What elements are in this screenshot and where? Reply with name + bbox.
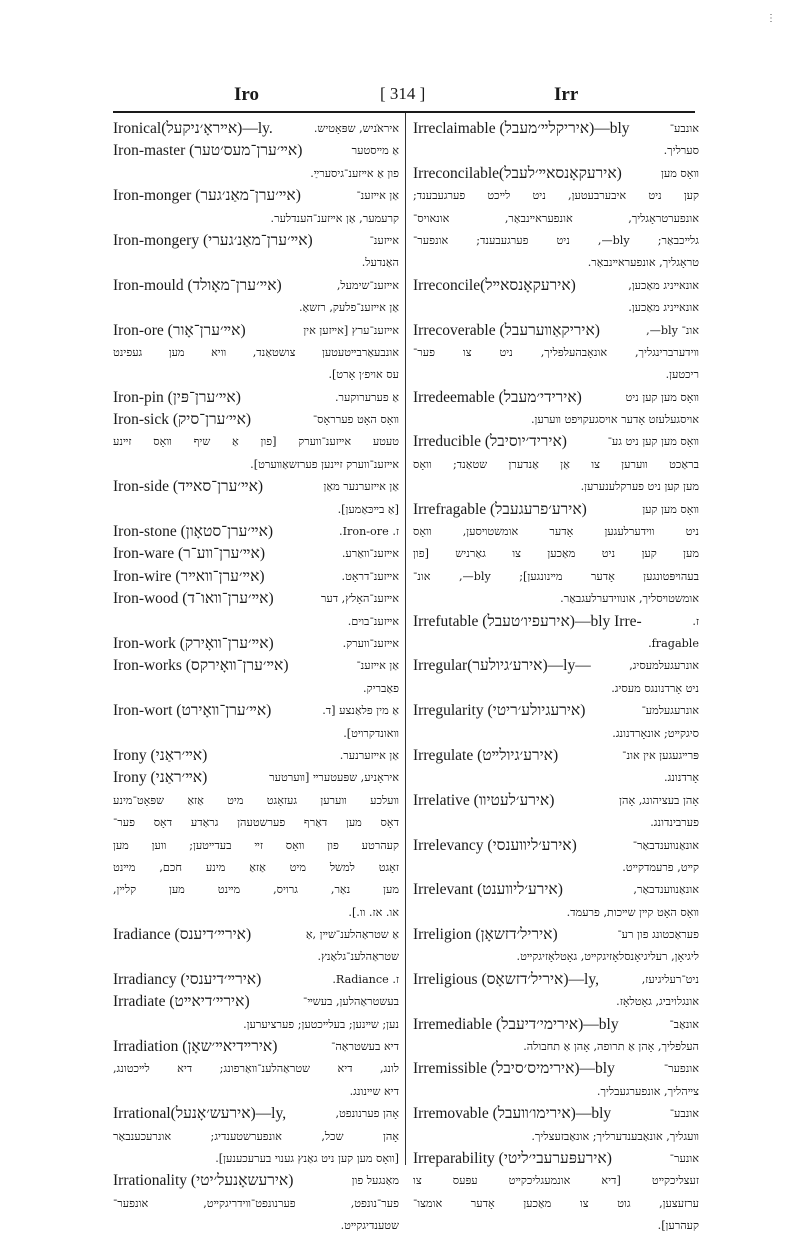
header-rule	[113, 111, 695, 113]
definition-line: װידערברינגליך, אונאָבהעלפליך, ניט צו פער־	[413, 345, 699, 359]
dictionary-entry	[413, 969, 699, 1014]
dictionary-entry	[413, 879, 699, 924]
entry-headword: Irreducible (איריד׳יוסיבל)	[413, 431, 570, 453]
dictionary-entry	[113, 1170, 399, 1237]
definition-line: דאָס מען דאַרף פערשטעהן גראַדע דאָס פער־	[113, 816, 399, 830]
definition-line: אַ פערערוקער.	[334, 390, 399, 404]
definition-line: װאונדקרױט].	[343, 726, 399, 740]
definition-line: װאָס מען קען ניט	[625, 390, 699, 404]
entry-headword: Irregularity (אירעגיולע׳ריטי)	[413, 700, 588, 722]
dictionary-entry	[113, 543, 399, 565]
entry-headword: Iradiance (אירײ׳דיענס)	[113, 924, 254, 946]
dictionary-entry	[113, 991, 399, 1036]
entry-headword: Irrefutable (אירעפיו׳טעבל)—bly Irre-	[413, 611, 645, 633]
definition-line: אַן אײזערנער.	[339, 748, 399, 762]
dictionary-entry	[413, 924, 699, 969]
definition-line: װאָס האָט קײן שײכות, פרעמד.	[566, 905, 699, 919]
dictionary-entry	[413, 1148, 699, 1238]
dictionary-entry	[413, 1103, 699, 1148]
definition-line: בעהױפּטונגען אָדער מײנונגען]; bly—, אונ־	[413, 569, 699, 583]
definition-line: ליגיאָן, רעליגיאָנסלאָזיגקײט, גאָטלאָזיגקײט.	[516, 950, 699, 964]
definition-line: אונאַב־	[669, 1017, 699, 1031]
dictionary-entry	[113, 140, 399, 185]
definition-line: װאָס מען קען	[642, 502, 699, 516]
entry-headword: Irregulate (אירע׳גיולײט)	[413, 745, 561, 767]
dictionary-entry	[113, 118, 399, 140]
definition-line: אָרדנונג.	[664, 771, 699, 785]
definition-line: דיא בעשטראַה־	[331, 1040, 399, 1054]
entry-headword: Irreligion (איריל׳דזשאָן)	[413, 924, 561, 946]
definition-line: װאָס מען קען ניט גע־	[607, 435, 699, 449]
entry-headword: Irremediable (אירימי׳דיעבל)—bly	[413, 1014, 622, 1036]
entry-headword: Iron-stone (אײ׳ערן־סטאָון)	[113, 521, 276, 543]
definition-line: איראָניע, שפּעטערײ [װערטער	[269, 771, 399, 785]
definition-line: מען קען ניט פערקלענערען.	[580, 480, 699, 494]
definition-line: ערזעצען, גוט צו מאַכען אָדער אומצו־	[413, 1196, 699, 1210]
dictionary-entry	[413, 320, 699, 387]
definition-line: האַנדעל.	[361, 256, 399, 270]
definition-line: סיגקײט; אונאָרדנונג.	[612, 726, 699, 740]
definition-line: אָהן פערנונפט,	[335, 1107, 399, 1121]
definition-line: סערליך.	[663, 144, 699, 158]
right-column	[413, 118, 699, 1238]
header-headword-left: Iro	[234, 84, 259, 105]
entry-headword: Irreligious (איריל׳דזשאָס)—ly,	[413, 969, 602, 991]
definition-line: אַ מין פלאַנצע [ד.	[322, 704, 399, 718]
dictionary-entry	[113, 185, 399, 230]
entry-headword: Irrelevancy (אירע׳ליװענסי)	[413, 835, 580, 857]
entry-headword: Irrefragable (אירע׳פרעגעבל)	[413, 499, 590, 521]
definition-line: אײזענ־װערק זײנען פערזשאַװערט].	[250, 457, 399, 471]
definition-line: אונער־	[669, 1151, 699, 1165]
entry-headword: Irrecoverable (איריקאַװערעבל)	[413, 320, 603, 342]
entry-headword: Irrationality (אירעשאָנעל׳יטי)	[113, 1170, 296, 1192]
definition-line: אונאַנװענדבאַר־	[632, 838, 699, 852]
dictionary-entry	[113, 1103, 399, 1170]
dictionary-entry	[413, 499, 699, 611]
definition-line: fragable.	[648, 636, 699, 650]
dictionary-entry	[413, 118, 699, 163]
dictionary-entry	[113, 924, 399, 969]
definition-line: אונרעגעלמעסיג,	[629, 659, 699, 673]
definition-line: עס אויפ׳ן אָרט].	[328, 368, 399, 382]
definition-line: אונ־ bly—,	[646, 323, 699, 337]
dictionary-entry	[413, 431, 699, 498]
definition-line: אַן אײזערנער מאַן	[323, 480, 399, 494]
definition-line: אויסגעלעזט אָדער אויסגעקױפט װערען.	[530, 413, 699, 427]
entry-headword: Irrelative (אירע׳לעטיװ)	[413, 790, 557, 812]
definition-line: פון אַ אײזענ־גיסערײַ.	[310, 166, 399, 180]
dictionary-entry	[113, 767, 399, 924]
definition-line: ריכטען.	[665, 368, 699, 382]
definition-line: אײזענ־דראָט.	[341, 569, 399, 583]
definition-line: אַן אײזענ־פלעק, רזשאַ.	[298, 301, 399, 315]
definition-line: ז. Radiance.	[332, 972, 399, 986]
definition-line: אָהן בעציהונג, אָהן	[619, 793, 699, 807]
entry-headword: Irreclaimable (איריקלײ׳מעבל)—bly	[413, 118, 633, 140]
definition-line: אָהן שכל, אונפערשטענדיג; אונרעכענבאַר	[113, 1129, 399, 1143]
dictionary-entry	[413, 790, 699, 835]
definition-line: שטראַהלענ־גלאַנץ.	[317, 950, 399, 964]
dictionary-entry	[113, 275, 399, 320]
entry-headword: Iron-work (אײ׳ערן־װאָירק)	[113, 633, 277, 655]
entry-headword: Irreparability (אירעפּערעבי׳ליטי)	[413, 1148, 615, 1170]
dictionary-entry	[413, 700, 699, 745]
definition-line: אונאײניג מאַכען,	[628, 278, 699, 292]
definition-line: אונגלויביג, גאָטלאָז.	[616, 995, 699, 1009]
dictionary-entry	[113, 476, 399, 521]
definition-line: אײזענ־האָלץ, דער	[320, 592, 399, 606]
dictionary-entry	[413, 275, 699, 320]
definition-line: שטענדיגקײט.	[340, 1219, 399, 1233]
definition-line: אירא̇ניש, שפּאָטיש.	[313, 122, 399, 135]
definition-line: נען; שײנען; בעלײכטען; פערציערען.	[243, 1017, 399, 1031]
entry-headword: Iron-master (אײ׳ערן־מעס׳טער)	[113, 140, 305, 162]
definition-line: פער־נונפט, פערנונפט־װידריגקײט, אונפער־	[113, 1196, 399, 1210]
entry-headword: Irreconcile(אירעקאָנסאײל)	[413, 275, 579, 297]
definition-line: טראָגליך, אונפעראײנבאַר.	[587, 256, 699, 270]
dictionary-entry	[113, 230, 399, 275]
entry-headword: Ironical(אײראָ׳ניקעל)—ly.	[113, 118, 276, 140]
definition-line: קען ניט איבערבעטען, ניט לײכט פערגעבענד;	[413, 189, 699, 203]
entry-headword: Iron-works (אײ׳ערן־װאָירקס)	[113, 655, 292, 677]
definition-line: אונפער־	[663, 1062, 699, 1076]
definition-line: מען קען ניט מאַכען צו גאַרניש [פון	[413, 547, 699, 561]
definition-line: אונבע־	[669, 122, 699, 135]
definition-line: קעהרטע פון װאָס זײ בעדײטען; װען מען	[113, 838, 399, 852]
dictionary-entry	[413, 655, 699, 700]
definition-line: װעגליך, אונאַבענדערליך; אונאַבזעצליך.	[531, 1129, 699, 1143]
entry-headword: Iron-side (אײ׳ערן־סאײד)	[113, 476, 266, 498]
definition-line: אײזענ־װערק.	[342, 636, 399, 650]
definition-line: לונג, דיא שטראַהלענ־װאַרפונג; דיא לײכטונג,	[113, 1062, 399, 1076]
definition-line: אונאַנװענדבאַר,	[633, 883, 699, 897]
entry-headword: Irradiation (אירײדיאײ׳שאָן)	[113, 1036, 280, 1058]
entry-headword: Iron-wort (אײ׳ערן־װאָירט)	[113, 700, 274, 722]
dictionary-entry	[113, 566, 399, 588]
definition-line: אײזענ־שימעל,	[336, 278, 399, 292]
definition-line: קײט, פרעמדקײט.	[622, 860, 699, 874]
dictionary-entry	[413, 387, 699, 432]
definition-line: זאָגט למשל מיט אַזאַ מינע חכם, מײנט	[113, 860, 399, 874]
page-header	[120, 84, 692, 108]
definition-line: קעהרען].	[657, 1219, 699, 1233]
entry-headword: Irredeemable (אירידי׳מעבל)	[413, 387, 585, 409]
entry-headword: Iron-mongery (אײ׳ערן־מאַנ׳גערי)	[113, 230, 316, 252]
dictionary-entry	[113, 969, 399, 991]
entry-headword: Irrational(אירעש׳אָנעל)—ly,	[113, 1103, 289, 1125]
header-page-number: [ 314 ]	[380, 84, 426, 103]
definition-line: ז. Iron-ore.	[339, 525, 399, 539]
definition-line: אַ שטראַהלענ־שײן ,אַ	[305, 928, 399, 942]
definition-line: זעצליכקײט [דיא אונמעגליכקײט עפּעס צו	[413, 1174, 699, 1188]
definition-line: אײזענ־װאַרע.	[341, 547, 399, 561]
entry-headword: Irremissible (אירימיס׳סיבל)—bly	[413, 1058, 618, 1080]
definition-line: אַ מײסטער	[351, 144, 399, 158]
entry-headword: Irremovable (אירימו׳װעבל)—bly	[413, 1103, 614, 1125]
definition-line: אומשטױסליך, אונװידערלעגבאַר.	[560, 592, 699, 606]
definition-line: אונבע־	[669, 1107, 699, 1121]
dictionary-entry	[113, 320, 399, 387]
definition-line: [אַ בײכּאַמען].	[337, 502, 399, 516]
entry-headword: Iron-sick (אײ׳ערן־סיק)	[113, 409, 254, 431]
column-divider	[405, 113, 406, 1165]
entry-headword: Iron-mould (אײ׳ערן־מאָולד)	[113, 275, 285, 297]
definition-line: פּרײגעגען אין אונ־	[622, 748, 699, 762]
dictionary-entry	[113, 521, 399, 543]
definition-line: גלײכבאַר; bly—, ניט פערגעבענד; אונפער־	[413, 233, 699, 247]
dictionary-entry	[413, 835, 699, 880]
definition-line: אײזענ־ערץ [אײזען אין	[303, 323, 399, 337]
definition-line: פערבינדונג.	[650, 816, 699, 830]
entry-headword: Irradiancy (אירײ׳דיענסי)	[113, 969, 264, 991]
definition-line: מען נאַר, גרויס, מײנט מען קלײן,	[113, 883, 399, 897]
definition-line: אונבעאַרבײטעטען צושטאַנד, װיא מען געפינט	[113, 345, 399, 359]
definition-line: או. אז. װ.].	[348, 905, 399, 919]
definition-line: אײזענ־בוים.	[347, 614, 399, 628]
dictionary-entry	[413, 1014, 699, 1059]
entry-headword: Irony (אײ׳ראַני)	[113, 745, 210, 767]
definition-line: װאָס מען	[661, 166, 699, 180]
entry-headword: Iron-wood (אײ׳ערן־װאו־ד)	[113, 588, 277, 610]
dictionary-entry	[113, 745, 399, 767]
definition-line: ניט װידערלעגען אָדער אומשטױסען, װאָס	[413, 525, 699, 539]
dictionary-entry	[113, 1036, 399, 1103]
definition-line: בעשטראַהלען, בעשײ־	[303, 995, 399, 1009]
definition-line: ז.	[692, 614, 699, 628]
definition-line: פאַבריק.	[363, 681, 399, 695]
definition-line: אונרעגעלמע־	[641, 704, 699, 718]
entry-headword: Irregular(אירע׳גיולער)—ly—	[413, 655, 594, 677]
dictionary-entry	[113, 700, 399, 745]
dictionary-entry	[113, 633, 399, 655]
definition-line: קרעמער, אַן אײזענ־הענדלער.	[270, 211, 399, 225]
definition-line: דיא שײנונג.	[349, 1084, 399, 1098]
dictionary-entry	[413, 163, 699, 275]
definition-line: צײהליך, אונפערגעבליך.	[596, 1084, 699, 1098]
entry-headword: Iron-ware (אײ׳ערן־װע־ר)	[113, 543, 268, 565]
definition-line: װאָס האָט פערראָס־	[312, 413, 399, 427]
dictionary-entry	[113, 588, 399, 633]
dictionary-entry	[413, 611, 699, 656]
definition-line: בראַכט װערען צו אַן אַנדערן שטאַנד; װאָס	[413, 457, 699, 471]
definition-line: אונפערטראָגליך, אונפעראײנבאַר, אונאויס־	[413, 211, 699, 225]
definition-line: אַן אײזענ־	[356, 189, 399, 203]
header-headword-right: Irr	[554, 84, 579, 105]
entry-headword: Iron-pin (אײ׳ערן־פּין)	[113, 387, 244, 409]
definition-line: ניט־רעליגיעז,	[641, 972, 699, 986]
definition-line: [װאָס מען קען ניט גאַנץ גענױ בערעכענען].	[215, 1151, 399, 1165]
dictionary-entry	[413, 745, 699, 790]
definition-line: אײזענ־	[369, 233, 399, 247]
page-corner-mark: ⋮	[766, 13, 776, 24]
dictionary-entry	[113, 387, 399, 409]
entry-headword: Irony (אײ׳ראַני)	[113, 767, 210, 789]
definition-line: אַן אײזענ־	[356, 659, 399, 673]
entry-headword: Iron-ore (אײ׳ערן־אָור)	[113, 320, 249, 342]
definition-line: ניט אָרדנונגס מעסיג.	[611, 681, 699, 695]
entry-headword: Irradiate (אירײ׳דיאײט)	[113, 991, 253, 1013]
definition-line: אונאײניג מאַכען.	[628, 301, 699, 315]
entry-headword: Iron-monger (אײ׳ערן־מאַנ׳גער)	[113, 185, 304, 207]
definition-line: מאַנגעל פון	[351, 1174, 399, 1188]
definition-line: װעלכע װערען געזאָגט מיט אַזאַ שפּאָט־מינע	[113, 793, 399, 807]
entry-headword: Iron-wire (אײ׳ערן־װאײר)	[113, 566, 268, 588]
entry-headword: Irrelevant (אירע׳ליװענט)	[413, 879, 566, 901]
definition-line: טעטע אײזענ־װערק [פון אַ שיף װאָס זײנע	[113, 435, 399, 449]
definition-line: העלפליך, אָהן אַ תרופה, אָהן אַ תחבולה.	[523, 1040, 699, 1054]
left-column	[113, 118, 399, 1238]
dictionary-entry	[113, 655, 399, 700]
dictionary-entry	[113, 409, 399, 476]
entry-headword: Irreconcilable(אירעקאָנסאײ׳לעבל)	[413, 163, 625, 185]
definition-line: פעראַכטונג פון רע־	[617, 928, 699, 942]
dictionary-entry	[413, 1058, 699, 1103]
